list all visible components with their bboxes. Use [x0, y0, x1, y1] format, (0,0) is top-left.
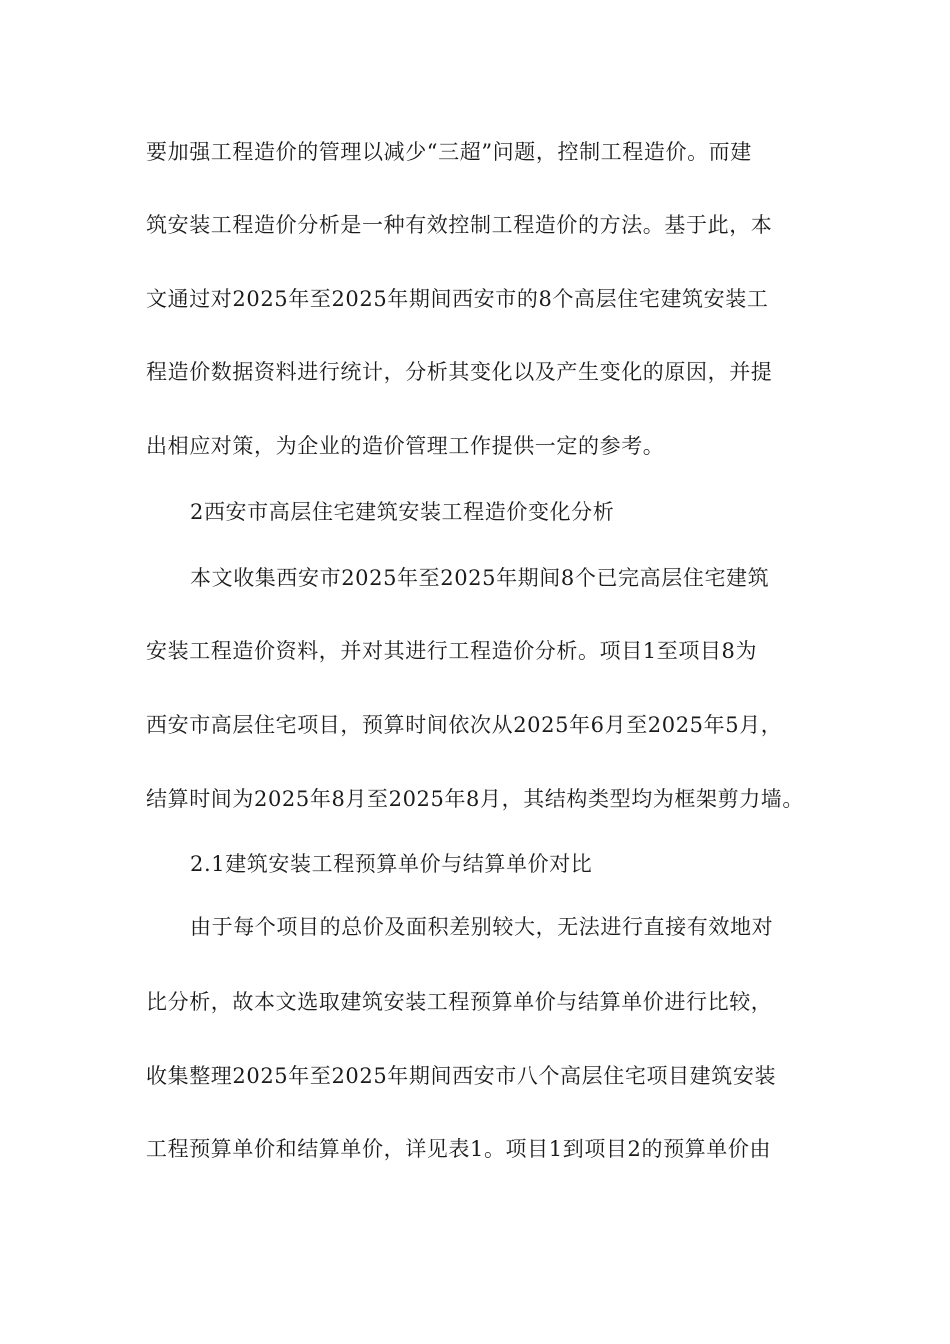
paragraph-line: 收集整理2025年至2025年期间西安市八个高层住宅项目建筑安装	[146, 1064, 777, 1088]
paragraph-line: 安装工程造价资料，并对其进行工程造价分析。项目1至项目8为	[146, 639, 758, 663]
paragraph-line: 筑安装工程造价分析是一种有效控制工程造价的方法。基于此，本	[146, 213, 773, 237]
paragraph-line: 出相应对策，为企业的造价管理工作提供一定的参考。	[146, 434, 665, 458]
paragraph-line: 工程预算单价和结算单价，详见表1。项目1到项目2的预算单价由	[146, 1137, 772, 1161]
paragraph-line: 由于每个项目的总价及面积差别较大，无法进行直接有效地对	[190, 915, 774, 939]
section-heading: 2西安市高层住宅建筑安装工程造价变化分析	[190, 500, 615, 524]
paragraph-line: 结算时间为2025年8月至2025年8月，其结构类型均为框架剪力墙。	[146, 787, 805, 811]
paragraph-line: 本文收集西安市2025年至2025年期间8个已完高层住宅建筑	[190, 566, 770, 590]
paragraph-line: 西安市高层住宅项目，预算时间依次从2025年6月至2025年5月，	[146, 713, 783, 737]
paragraph-line: 要加强工程造价的管理以减少“三超”问题，控制工程造价。而建	[146, 140, 752, 164]
subsection-heading: 2.1建筑安装工程预算单价与结算单价对比	[190, 852, 593, 876]
paragraph-line: 比分析，故本文选取建筑安装工程预算单价与结算单价进行比较，	[146, 990, 773, 1014]
paragraph-line: 文通过对2025年至2025年期间西安市的8个高层住宅建筑安装工	[146, 287, 769, 311]
paragraph-line: 程造价数据资料进行统计，分析其变化以及产生变化的原因，并提	[146, 360, 773, 384]
